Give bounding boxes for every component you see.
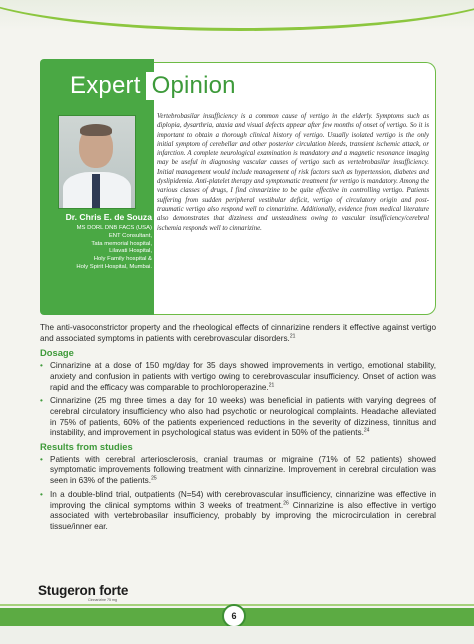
reference-marker: 25	[151, 475, 157, 482]
reference-marker: 21	[289, 332, 296, 339]
bullet-icon: •	[40, 489, 43, 499]
intro-text: The anti-vasoconstrictor property and the rheological effects of cinnarizine renders it effective against vertigo and associated symptoms in patients with cerebrovascular disorders.	[40, 323, 436, 343]
expert-detail-line: Tata memorial hospital,	[91, 240, 152, 247]
bullet-icon: •	[40, 396, 43, 406]
list-item-text: In a double-blind trial, outpatients (N=54) with cerebrovascular insufficiency, cinnarizine was effective in improving the clinical symptoms within 3 weeks of treatment.	[50, 489, 436, 510]
list-item-text: Cinnarizine at a dose of 150 mg/day for 35 days showed improvements in vertigo, emotional stability, anxiety and confusion in patients with vertigo owing to cerebrovascular insufficiency. Onset of action was rapid and the efficacy was comparable to prochloroperazine.	[50, 361, 436, 392]
list-item-text: Cinnarizine (25 mg three times a day for 10 weeks) was beneficial in patients with varying degrees of cerebral circulatory insufficiency who also had psychotic or neurological complaints. Headache alleviated in 75% of patients, 60% of the patients experienced reductions in the severity of dizziness, tinnitus and instability, and improvement in psychological status was evident in 50% of the patients.	[50, 396, 436, 438]
expert-detail-line: Lilavati Hospital,	[109, 248, 152, 255]
expert-photo-hair	[80, 124, 112, 136]
page-number: 6	[222, 604, 246, 628]
list-item	[40, 455, 436, 487]
expert-opinion-card	[40, 59, 436, 315]
expert-detail-line: Holy Spirit Hospital, Mumbai.	[76, 263, 152, 270]
card-title	[70, 71, 242, 101]
main-content	[40, 323, 436, 536]
expert-quote: Vertebrobasilar insufficiency is a common cause of vertigo in the elderly. Symptoms such as diplopia, dysarthria, ataxia and visual defects appear after few months of onset of vertigo. So it is important to obtain a thorough clinical history of vertigo. Usually isolated vertigo is the only initial symptom of cerebellar and other posterior circulation bleeds, transient ischemic attack, or infarction. A complete neurological examination is mandatory and a magnetic resonance imaging may be useful in diagnosing vascular causes of vertigo such as vertebrobasilar insufficiency. Initial management would include management of risk factors such as hypertension, diabetes and dyslipidemia. Anti-platelet therapy and symptomatic treatment for vertigo is mandatory. Among the various classes of drugs, I find cinnarizine to be quite effective in controlling vertigo. Patients suffering from sudden peripheral vestibular deficit, vertigo of circulatory origin and post-traumatic vertigo also respond well to cinnarizine. Additionally, evidence from medical literature also demonstrates that dizziness and unsteadiness owing to vascular insufficiency/cerebral ischemia responds well to cinnarizine.	[157, 113, 429, 232]
expert-photo	[58, 115, 136, 209]
expert-detail-line: MS DORL DNB FACS (USA)	[76, 225, 152, 231]
brand-subtitle: Cinnarizine 75 mg	[88, 598, 117, 602]
expert-name: Dr. Chris E. de Souza	[65, 212, 152, 222]
bullet-icon: •	[40, 454, 43, 464]
card-title-expert: Expert	[70, 72, 141, 99]
list-item	[40, 490, 436, 533]
list-item	[40, 396, 436, 439]
list-item-text-continued: Cinnarizine is also effective in vertigo associated with vertebrobasilar insufficiency, probably by improving the microcirculation in cerebral tissue/inner ear.	[50, 500, 436, 531]
expert-photo-tie	[92, 174, 100, 208]
list-item	[40, 361, 436, 393]
bottom-strip	[0, 626, 474, 644]
reference-marker: 21	[268, 381, 275, 388]
expert-detail-line: ENT Consultant,	[108, 232, 152, 239]
bullet-icon: •	[40, 361, 43, 371]
dosage-heading: Dosage	[40, 347, 74, 359]
reference-marker: 24	[363, 427, 370, 434]
intro-paragraph	[40, 323, 436, 344]
expert-detail-line: Holy Family hospital &	[93, 256, 152, 263]
expert-credentials	[44, 225, 152, 272]
results-heading: Results from studies	[40, 441, 133, 453]
card-title-opinion: Opinion	[146, 72, 242, 100]
list-item-text: Patients with cerebral arteriosclerosis, cranial traumas or migraine (71% of 52 patients) showed symptomatic improvements following treatment with cinnarizine. Improvement in cerebral circulation was seen in 63% of the patients.	[50, 454, 436, 486]
brand-logo: Stugeron forte	[38, 583, 129, 598]
reference-marker: 26	[283, 499, 289, 506]
